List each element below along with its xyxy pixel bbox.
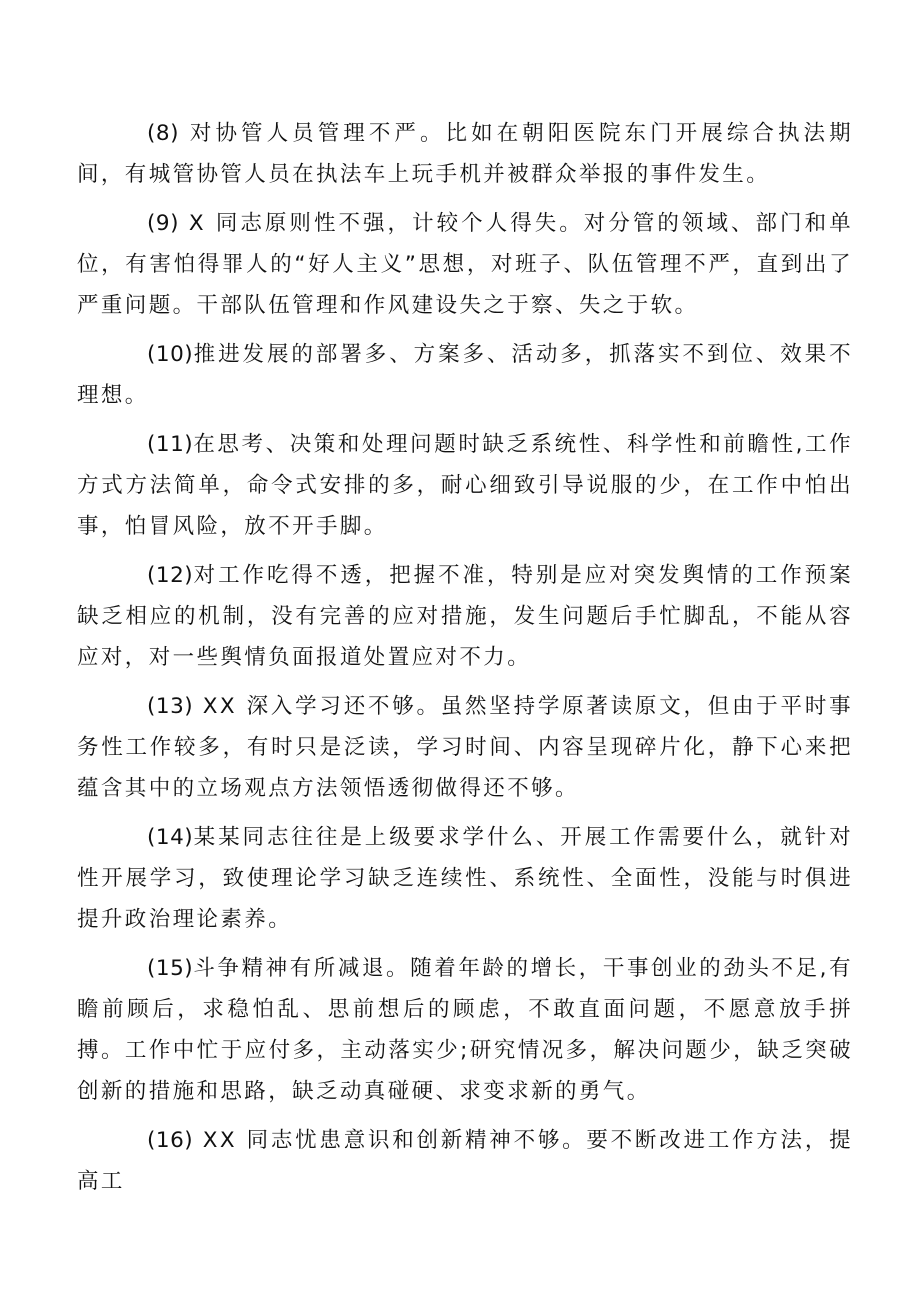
paragraph-number: (12) — [147, 563, 194, 588]
paragraph-15 — [77, 948, 853, 1112]
paragraph-text: XX 深入学习还不够。虽然坚持学原著读原文，但由于平时事务性工作较多，有时只是泛读，学习时间、内容呈现碎片化，静下心来把蕴含其中的立场观点方法领悟透彻做得还不够。 — [77, 694, 853, 801]
paragraph-text: 在思考、决策和处理问题时缺乏系统性、科学性和前瞻性,工作方式方法简单，命令式安排的多，耐心细致引导说服的少，在工作中怕出事，怕冒风险，放不开手脚。 — [77, 432, 853, 539]
paragraph-text: 对协管人员管理不严。比如在朝阳医院东门开展综合执法期间，有城管协管人员在执法车上玩手机并被群众举报的事件发生。 — [77, 121, 853, 187]
paragraph-number: (11) — [147, 432, 194, 457]
paragraph-number: (15) — [147, 956, 194, 981]
paragraph-14 — [77, 817, 853, 940]
paragraph-text: 斗争精神有所减退。随着年龄的增长，干事创业的劲头不足,有瞻前顾后，求稳怕乱、思前想后的顾虑，不敢直面问题，不愿意放手拼搏。工作中忙于应付多，主动落实少;研究情况多，解决问题少，缺乏突破创新的措施和思路，缺乏动真碰硬、求变求新的勇气。 — [77, 956, 853, 1104]
paragraph-12 — [77, 555, 853, 678]
paragraph-number: (9) — [147, 211, 179, 236]
paragraph-number: (10) — [147, 342, 194, 367]
paragraph-8 — [77, 113, 853, 195]
paragraph-number: (13) — [147, 694, 194, 719]
paragraph-11 — [77, 424, 853, 547]
paragraph-9 — [77, 203, 853, 326]
paragraph-number: (14) — [147, 825, 194, 850]
paragraph-16 — [77, 1120, 853, 1202]
paragraph-number: (8) — [147, 121, 179, 146]
paragraph-number: (16) — [147, 1128, 194, 1153]
paragraph-text: XX 同志忧患意识和创新精神不够。要不断改进工作方法，提高工 — [77, 1128, 853, 1194]
paragraph-text: 推进发展的部署多、方案多、活动多，抓落实不到位、效果不理想。 — [77, 342, 853, 408]
paragraph-text: 对工作吃得不透，把握不准，特别是应对突发舆情的工作预案缺乏相应的机制，没有完善的应对措施，发生问题后手忙脚乱，不能从容应对，对一些舆情负面报道处置应对不力。 — [77, 563, 853, 670]
document-body — [77, 113, 853, 1210]
paragraph-10 — [77, 334, 853, 416]
paragraph-text: X 同志原则性不强，计较个人得失。对分管的领域、部门和单位，有害怕得罪人的“好人主义”思想，对班子、队伍管理不严，直到出了严重问题。干部队伍管理和作风建设失之于察、失之于软。 — [77, 211, 853, 318]
paragraph-text: 某某同志往往是上级要求学什么、开展工作需要什么，就针对性开展学习，致使理论学习缺乏连续性、系统性、全面性，没能与时俱进提升政治理论素养。 — [77, 825, 853, 932]
paragraph-13 — [77, 686, 853, 809]
